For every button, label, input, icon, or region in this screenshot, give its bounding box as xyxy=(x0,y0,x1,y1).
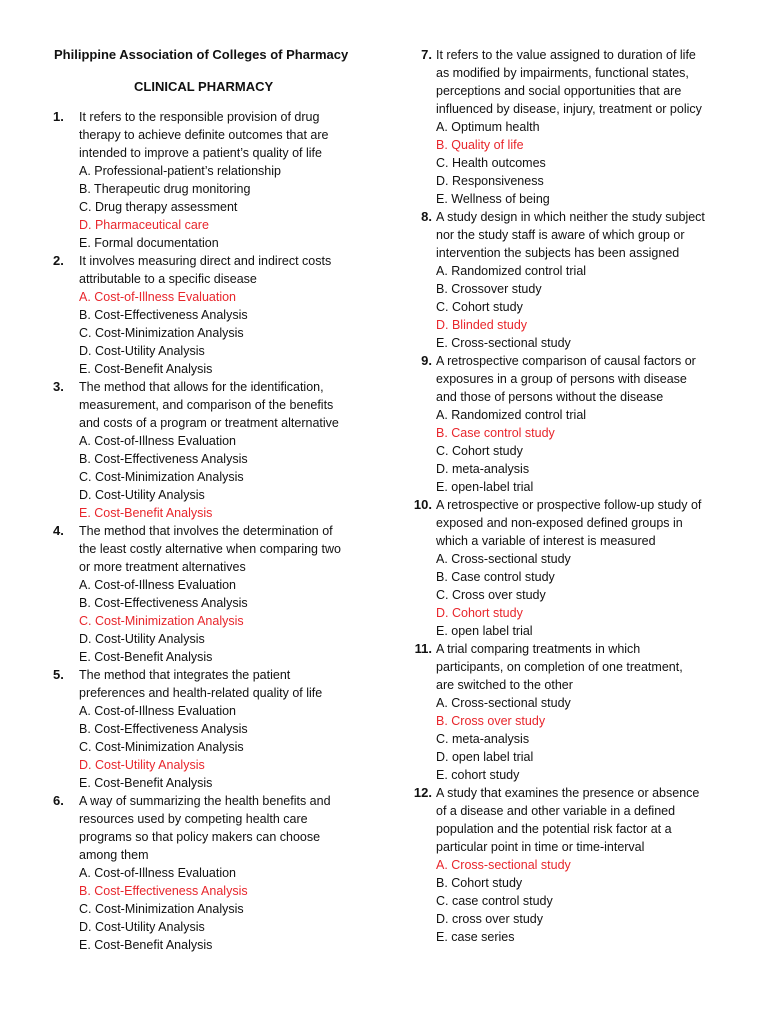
answer-option-correct: E. Cost-Benefit Analysis xyxy=(79,506,213,520)
answer-option: E. Cost-Benefit Analysis xyxy=(79,938,213,952)
question-number: 9. xyxy=(421,353,432,368)
answer-option: E. Cost-Benefit Analysis xyxy=(79,776,213,790)
answer-option-correct: B. Cost-Effectiveness Analysis xyxy=(79,884,248,898)
answer-option: C. Drug therapy assessment xyxy=(79,200,238,214)
answer-option-correct: C. Cost-Minimization Analysis xyxy=(79,614,244,628)
answer-option: E. open label trial xyxy=(436,624,533,638)
question-item xyxy=(53,378,373,522)
answer-option: B. Cost-Effectiveness Analysis xyxy=(79,452,248,466)
answer-option: D. open label trial xyxy=(436,750,534,764)
question-number: 7. xyxy=(421,47,432,62)
answer-option: E. cohort study xyxy=(436,768,520,782)
question-stem: It involves measuring direct and indirect costs attributable to a specific disease xyxy=(79,254,332,286)
answer-option-correct: B. Cross over study xyxy=(436,714,546,728)
question-stem: A trial comparing treatments in which participants, on completion of one treatment, are switched to the other xyxy=(436,642,683,692)
question-number: 8. xyxy=(421,209,432,224)
question-number: 12. xyxy=(413,785,432,800)
question-number: 6. xyxy=(53,793,64,808)
answer-option: E. Formal documentation xyxy=(79,236,219,250)
question-item xyxy=(410,352,730,496)
answer-option: A. Cost-of-Illness Evaluation xyxy=(79,434,237,448)
answer-option: B. Cohort study xyxy=(436,876,523,890)
answer-option: C. case control study xyxy=(436,894,553,908)
question-number: 3. xyxy=(53,379,64,394)
answer-option: C. Cost-Minimization Analysis xyxy=(79,902,244,916)
question-item xyxy=(53,666,373,792)
question-item xyxy=(410,208,730,352)
question-stem: The method that integrates the patient preferences and health-related quality of life xyxy=(79,668,323,700)
answer-option: C. Cost-Minimization Analysis xyxy=(79,326,244,340)
left-column xyxy=(53,46,373,954)
answer-option: A. Cost-of-Illness Evaluation xyxy=(79,704,237,718)
right-column xyxy=(410,46,730,946)
question-number: 1. xyxy=(53,109,64,124)
answer-option: A. Randomized control trial xyxy=(436,408,587,422)
answer-option-correct: B. Case control study xyxy=(436,426,555,440)
question-stem: A study design in which neither the study subject nor the study staff is aware of which group or intervention the subjects has been assigned xyxy=(436,210,705,260)
question-item xyxy=(410,784,730,946)
answer-option: C. meta-analysis xyxy=(436,732,530,746)
answer-option: D. cross over study xyxy=(436,912,543,926)
question-number: 5. xyxy=(53,667,64,682)
question-number: 11. xyxy=(414,641,432,656)
answer-option-correct: D. Cohort study xyxy=(436,606,523,620)
answer-option-correct: A. Cross-sectional study xyxy=(436,858,571,872)
left-question-list xyxy=(53,108,373,954)
question-number: 4. xyxy=(53,523,64,538)
question-item xyxy=(410,496,730,640)
answer-option: D. Responsiveness xyxy=(436,174,544,188)
org-title: Philippine Association of Colleges of Pharmacy xyxy=(54,47,349,62)
question-item xyxy=(53,792,373,954)
answer-option: B. Cost-Effectiveness Analysis xyxy=(79,596,248,610)
answer-option: D. Cost-Utility Analysis xyxy=(79,920,205,934)
answer-option: E. Cost-Benefit Analysis xyxy=(79,650,213,664)
answer-option: E. Cost-Benefit Analysis xyxy=(79,362,213,376)
answer-option: E. open-label trial xyxy=(436,480,534,494)
answer-option: D. Cost-Utility Analysis xyxy=(79,632,205,646)
subject-title: CLINICAL PHARMACY xyxy=(134,79,274,94)
question-stem: The method that allows for the identification, measurement, and comparison of the benefits and costs of a program or treatment alternative xyxy=(79,380,339,430)
answer-option: D. Cost-Utility Analysis xyxy=(79,488,205,502)
question-stem: A study that examines the presence or absence of a disease and other variable in a defined population and the potential risk factor at a particular point in time or time-interval xyxy=(436,786,700,854)
question-number: 10. xyxy=(413,497,432,512)
answer-option: D. meta-analysis xyxy=(436,462,530,476)
answer-option: C. Cost-Minimization Analysis xyxy=(79,740,244,754)
right-question-list xyxy=(410,46,730,946)
answer-option: C. Cohort study xyxy=(436,300,523,314)
answer-option: C. Health outcomes xyxy=(436,156,546,170)
question-stem: It refers to the value assigned to duration of life as modified by impairments, functional states, perceptions and social opportunities that are influenced by disease, injury, treatment or policy xyxy=(436,48,702,116)
question-number: 2. xyxy=(53,253,64,268)
answer-option: C. Cross over study xyxy=(436,588,546,602)
answer-option-correct: A. Cost-of-Illness Evaluation xyxy=(79,290,237,304)
answer-option: D. Cost-Utility Analysis xyxy=(79,344,205,358)
answer-option: A. Professional-patient’s relationship xyxy=(79,164,281,178)
question-item xyxy=(53,522,373,666)
answer-option: A. Cost-of-Illness Evaluation xyxy=(79,578,237,592)
answer-option: C. Cost-Minimization Analysis xyxy=(79,470,244,484)
question-item xyxy=(410,640,730,784)
answer-option-correct: D. Pharmaceutical care xyxy=(79,218,209,232)
question-stem: A retrospective or prospective follow-up study of exposed and non-exposed defined groups in which a variable of interest is measured xyxy=(436,498,702,548)
answer-option: E. Wellness of being xyxy=(436,192,550,206)
answer-option: C. Cohort study xyxy=(436,444,523,458)
question-stem: A retrospective comparison of causal factors or exposures in a group of persons with disease and those of persons without the disease xyxy=(436,354,696,404)
question-stem: The method that involves the determination of the least costly alternative when comparing two or more treatment alternatives xyxy=(79,524,341,574)
answer-option: B. Cost-Effectiveness Analysis xyxy=(79,722,248,736)
question-item xyxy=(53,252,373,378)
question-item xyxy=(410,46,730,208)
answer-option-correct: D. Cost-Utility Analysis xyxy=(79,758,205,772)
answer-option-correct: D. Blinded study xyxy=(436,318,528,332)
answer-option: A. Cross-sectional study xyxy=(436,696,571,710)
answer-option: B. Therapeutic drug monitoring xyxy=(79,182,251,196)
answer-option: B. Cost-Effectiveness Analysis xyxy=(79,308,248,322)
answer-option: A. Cross-sectional study xyxy=(436,552,571,566)
answer-option: B. Crossover study xyxy=(436,282,542,296)
question-stem: A way of summarizing the health benefits and resources used by competing health care programs so that policy makers can choose among them xyxy=(79,794,331,862)
answer-option: A. Randomized control trial xyxy=(436,264,587,278)
question-stem: It refers to the responsible provision of drug therapy to achieve definite outcomes that are intended to improve a patient’s quality of life xyxy=(79,110,329,160)
answer-option: A. Cost-of-Illness Evaluation xyxy=(79,866,237,880)
answer-option: B. Case control study xyxy=(436,570,555,584)
answer-option-correct: B. Quality of life xyxy=(436,138,524,152)
answer-option: A. Optimum health xyxy=(436,120,540,134)
answer-option: E. case series xyxy=(436,930,515,944)
question-item xyxy=(53,108,373,252)
answer-option: E. Cross-sectional study xyxy=(436,336,571,350)
